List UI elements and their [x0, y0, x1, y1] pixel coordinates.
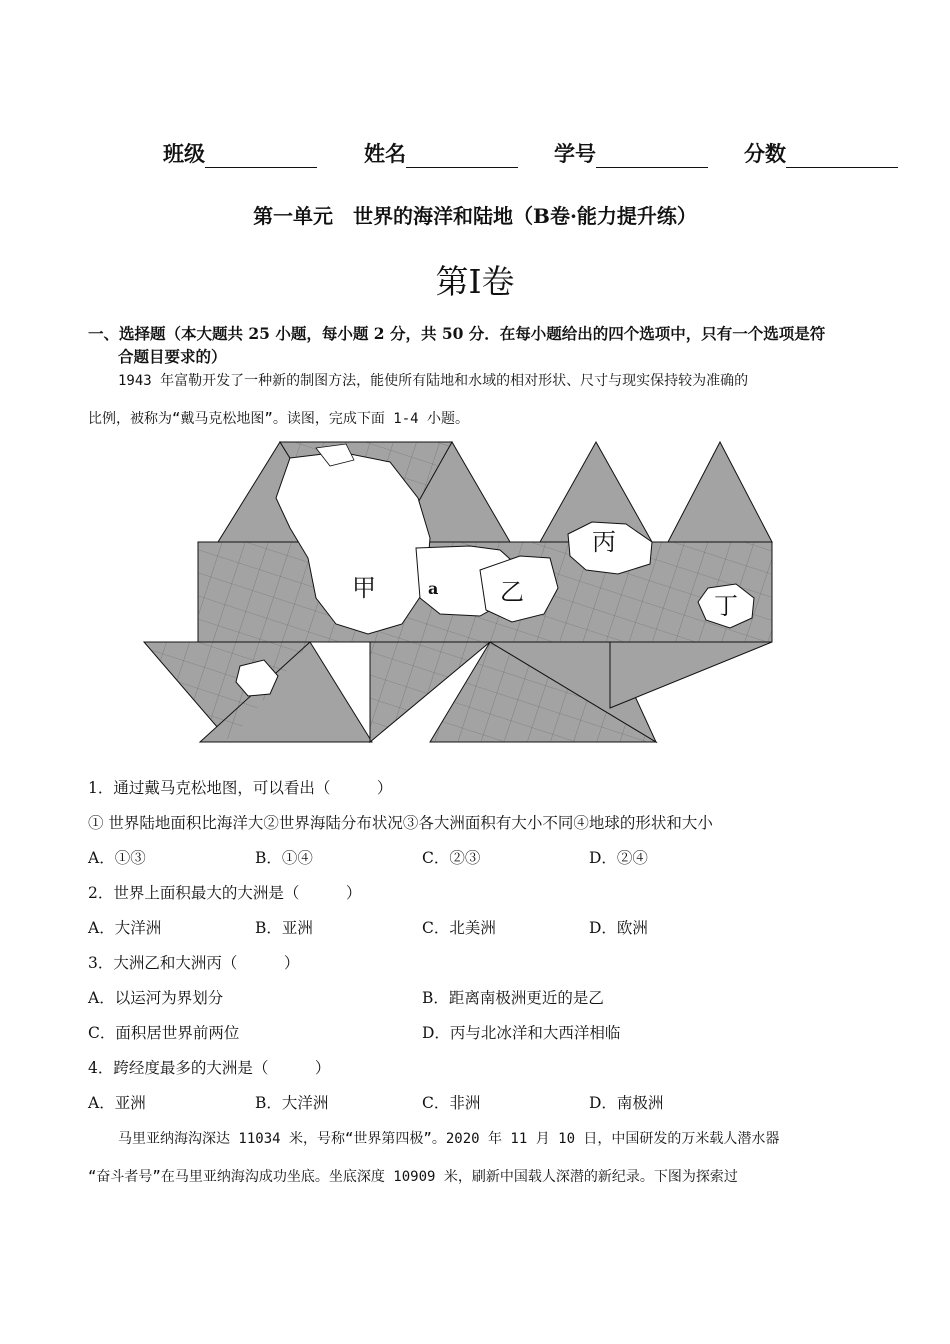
question-3-stem: 3．大洲乙和大洲丙（ ） — [88, 954, 300, 972]
q3-option-a[interactable]: A．以运河为界划分 — [88, 989, 224, 1007]
name-blank[interactable] — [406, 145, 518, 168]
score-label: 分数 — [744, 141, 786, 166]
intro2-line1: 马里亚纳海沟深达 11034 米，号称“世界第四极”。2020 年 11 月 10 日，中国研发的万米载人潜水器 — [118, 1131, 780, 1147]
question-1-stem: 1．通过戴马克松地图，可以看出（ ） — [88, 779, 393, 797]
q2-option-c[interactable]: C．北美洲 — [422, 919, 496, 937]
label-a: a — [428, 579, 439, 598]
q4-option-d[interactable]: D．南极洲 — [589, 1094, 664, 1112]
question-1-statements: ① 世界陆地面积比海洋大②世界海陆分布状况③各大洲面积有大小不同④地球的形状和大小 — [88, 814, 713, 832]
label-jia: 甲 — [352, 574, 376, 602]
label-ding: 丁 — [714, 592, 738, 620]
q2-option-a[interactable]: A．大洋洲 — [88, 919, 162, 937]
unit-title: 第一单元 世界的海洋和陆地（B卷·能力提升练） — [253, 204, 697, 228]
section-heading-line1: 一、选择题（本大题共 25 小题，每小题 2 分，共 50 分．在每小题给出的四个选项中，只有一个选项是符 — [88, 324, 826, 343]
q4-option-a[interactable]: A．亚洲 — [88, 1094, 146, 1112]
class-label: 班级 — [163, 141, 205, 166]
question-4-stem: 4．跨经度最多的大洲是（ ） — [88, 1059, 331, 1077]
class-field — [163, 138, 317, 168]
student-id-field — [554, 138, 708, 168]
q4-option-c[interactable]: C．非洲 — [422, 1094, 481, 1112]
section-heading — [88, 322, 888, 368]
dymaxion-map — [140, 438, 780, 746]
intro1-line2: 比例，被称为“戴马克松地图”。读图，完成下面 1-4 小题。 — [88, 411, 469, 427]
label-yi: 乙 — [500, 578, 524, 606]
student-id-label: 学号 — [554, 141, 596, 166]
name-field — [364, 138, 518, 168]
volume-title: 第Ⅰ卷 — [435, 262, 515, 301]
q2-option-b[interactable]: B．亚洲 — [255, 919, 313, 937]
class-blank[interactable] — [205, 145, 317, 168]
q2-option-d[interactable]: D．欧洲 — [589, 919, 648, 937]
q3-option-b[interactable]: B．距离南极洲更近的是乙 — [422, 989, 604, 1007]
name-label: 姓名 — [364, 141, 406, 166]
q1-option-d[interactable]: D．②④ — [589, 849, 648, 867]
q1-option-b[interactable]: B．①④ — [255, 849, 313, 867]
q3-option-d[interactable]: D．丙与北冰洋和大西洋相临 — [422, 1024, 621, 1042]
student-id-blank[interactable] — [596, 145, 708, 168]
q1-option-c[interactable]: C．②③ — [422, 849, 481, 867]
score-blank[interactable] — [786, 145, 898, 168]
score-field — [744, 138, 898, 168]
intro1-line1: 1943 年富勒开发了一种新的制图方法，能使所有陆地和水域的相对形状、尺寸与现实保持较为准确的 — [118, 373, 749, 389]
section-heading-line2: 合题目要求的） — [118, 347, 227, 366]
q4-option-b[interactable]: B．大洋洲 — [255, 1094, 329, 1112]
label-bing: 丙 — [592, 528, 616, 556]
q1-option-a[interactable]: A．①③ — [88, 849, 146, 867]
question-2-stem: 2．世界上面积最大的大洲是（ ） — [88, 884, 362, 902]
intro2-line2: “奋斗者号”在马里亚纳海沟成功坐底。坐底深度 10909 米，刷新中国载人深潜的新纪录。下图为探索过 — [88, 1169, 738, 1185]
q3-option-c[interactable]: C．面积居世界前两位 — [88, 1024, 240, 1042]
